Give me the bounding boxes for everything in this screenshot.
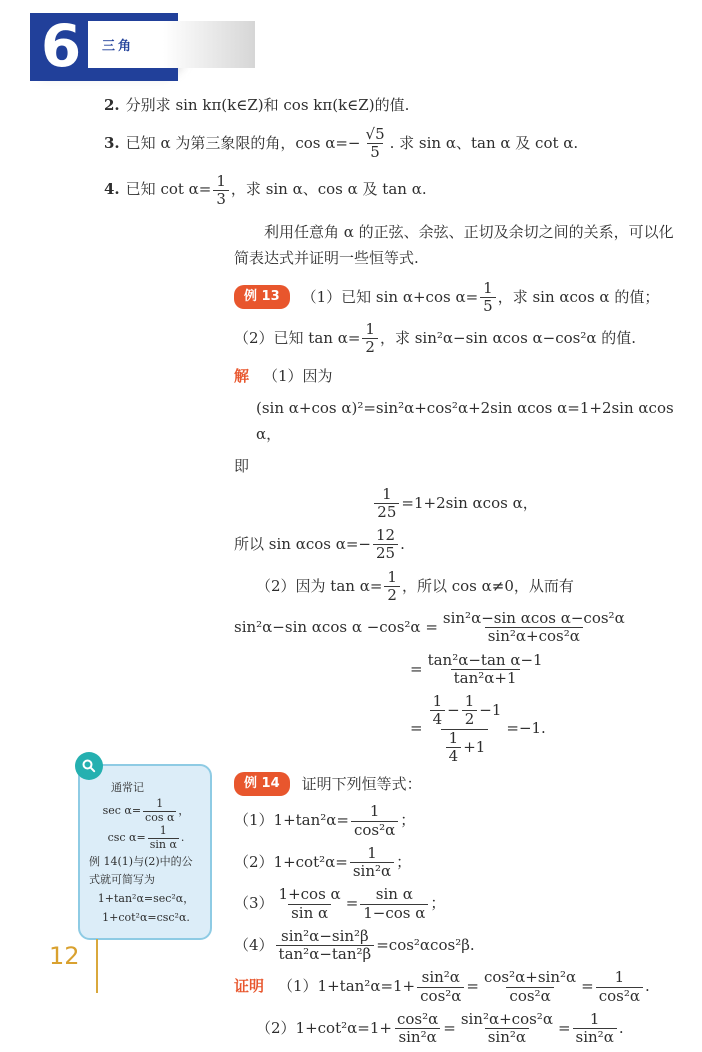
lesson-body (234, 219, 676, 1052)
note-line: csc α= $\frac{1}{\text{sin α}}$ . (107, 824, 185, 852)
note-line: 例 14(1)与(2)中的公式就可简写为 (89, 854, 193, 886)
proof-line-2: （2）1+cot²α=1+ $\frac{\text{cos²α}}{\text{sin²α}}$ = $\frac{\text{sin²α+cos²α}}{\text{sin²α}}$ = $\frac{1}{\text{sin²α}}$ . (256, 1009, 624, 1046)
identity-1: （1）1+tan²α= $\frac{1}{\text{cos²α}}$ ； (234, 802, 416, 839)
note-line: sec α= $\frac{1}{\text{cos α}}$ ， (102, 797, 190, 824)
example-14-header (234, 771, 676, 797)
example-14-title: 证明下列恒等式： (301, 775, 422, 793)
example-13-header (234, 280, 676, 316)
connector-ji: 即 (234, 457, 250, 476)
chapter-title: 三角 (102, 39, 135, 54)
proof-1: （1）1+tan²α=1+ $\frac{\text{sin²α}}{\text{cos²α}}$ = $\frac{\text{cos²α+sin²α}}{\text{cos²α}}$ = $\frac{1}{\text{cos²α}}$ . (278, 968, 650, 1005)
equation-frac-3: = $\frac{1}{4}$ − $\frac{1}{2}$ −1 $\frac{1}{4}$ +1 =−1. (410, 692, 546, 765)
proof-label: 证明 (234, 977, 265, 995)
chapter-title-tab (88, 21, 255, 68)
chapter-badge (30, 13, 178, 81)
identity-4: （4） $\frac{\text{sin²α−sin²β}}{\text{tan²α−tan²β}}$ =cos²αcos²β. (234, 926, 475, 963)
note-box (78, 764, 212, 940)
example-13-part1: （1）已知 sin α+cos α= $\frac{1}{5}$ ，求 sin αcos α 的值； (301, 278, 660, 315)
exercise-text: 已知 cot α= $\frac{1}{3}$ ，求 sin α、cos α 及 tan α. (125, 171, 427, 208)
solution-label: 解 (234, 366, 250, 385)
exercise-number: 2. (104, 96, 120, 114)
equation-expand: (sin α+cos α)²=sin²α+cos²α+2sin αcos α=1+2sin αcos α， (256, 398, 674, 443)
identity-3: （3） $\frac{\text{1+cos α}}{\text{sin α}}$ = $\frac{\text{sin α}}{\text{1−cos α}}$ ； (234, 885, 446, 922)
page-number: 12 (49, 942, 80, 970)
identity-2: （2）1+cot²α= $\frac{1}{\text{sin²α}}$ ； (234, 843, 412, 880)
example-13-part2: （2）已知 tan α= $\frac{1}{2}$ ，求 sin²α−sin αcos α−cos²α 的值. (234, 320, 637, 357)
equation-one-25th: $\frac{1}{25}$ =1+2sin αcos α， (234, 486, 676, 522)
example-13-badge: 例 13 (234, 285, 290, 309)
exercise-text: 已知 α 为第三象限的角，cos α=− $\frac{√5}{5}$ . 求 sin α、tan α 及 cot α. (125, 125, 579, 162)
solution-intro: （1）因为 (263, 366, 333, 385)
exercise-item-2 (104, 94, 679, 115)
solution-line (234, 363, 676, 389)
exercise-number: 3. (104, 133, 120, 152)
exercise-item-4 (104, 173, 679, 209)
note-line: 1+tan²α=sec²α， (97, 891, 195, 905)
part2-intro: （2）因为 tan α= $\frac{1}{2}$ ，所以 cos α≠0，从而有 (256, 567, 574, 604)
chapter-number: 6 (40, 12, 82, 80)
exercise-text: 分别求 sin kπ(k∈Z)和 cos kπ(k∈Z)的值. (125, 96, 410, 114)
footer-rule (96, 939, 98, 993)
magnifier-icon (75, 752, 103, 780)
equation-result: 所以 sin αcos α=− $\frac{12}{25}$ . (234, 526, 405, 563)
note-line: 通常记 (111, 781, 144, 794)
exercise-item-3 (104, 126, 679, 162)
intro-paragraph: 利用任意角 α 的正弦、余弦、正切及余切之间的关系，可以化简表达式并证明一些恒等式. (234, 223, 674, 268)
exercise-list (104, 94, 679, 219)
note-line: 1+cot²α=csc²α. (102, 911, 190, 925)
exercise-number: 4. (104, 180, 120, 199)
proof-line-1 (234, 969, 676, 1005)
example-14-badge: 例 14 (234, 772, 290, 796)
equation-frac-1: sin²α−sin αcos α −cos²α = $\frac{\text{sin²α−sin αcos α−cos²α}}{\text{sin²α+cos²α}}$ (234, 609, 625, 646)
equation-frac-2: = $\frac{\text{tan²α−tan α−1}}{\text{tan²α+1}}$ (410, 650, 543, 687)
